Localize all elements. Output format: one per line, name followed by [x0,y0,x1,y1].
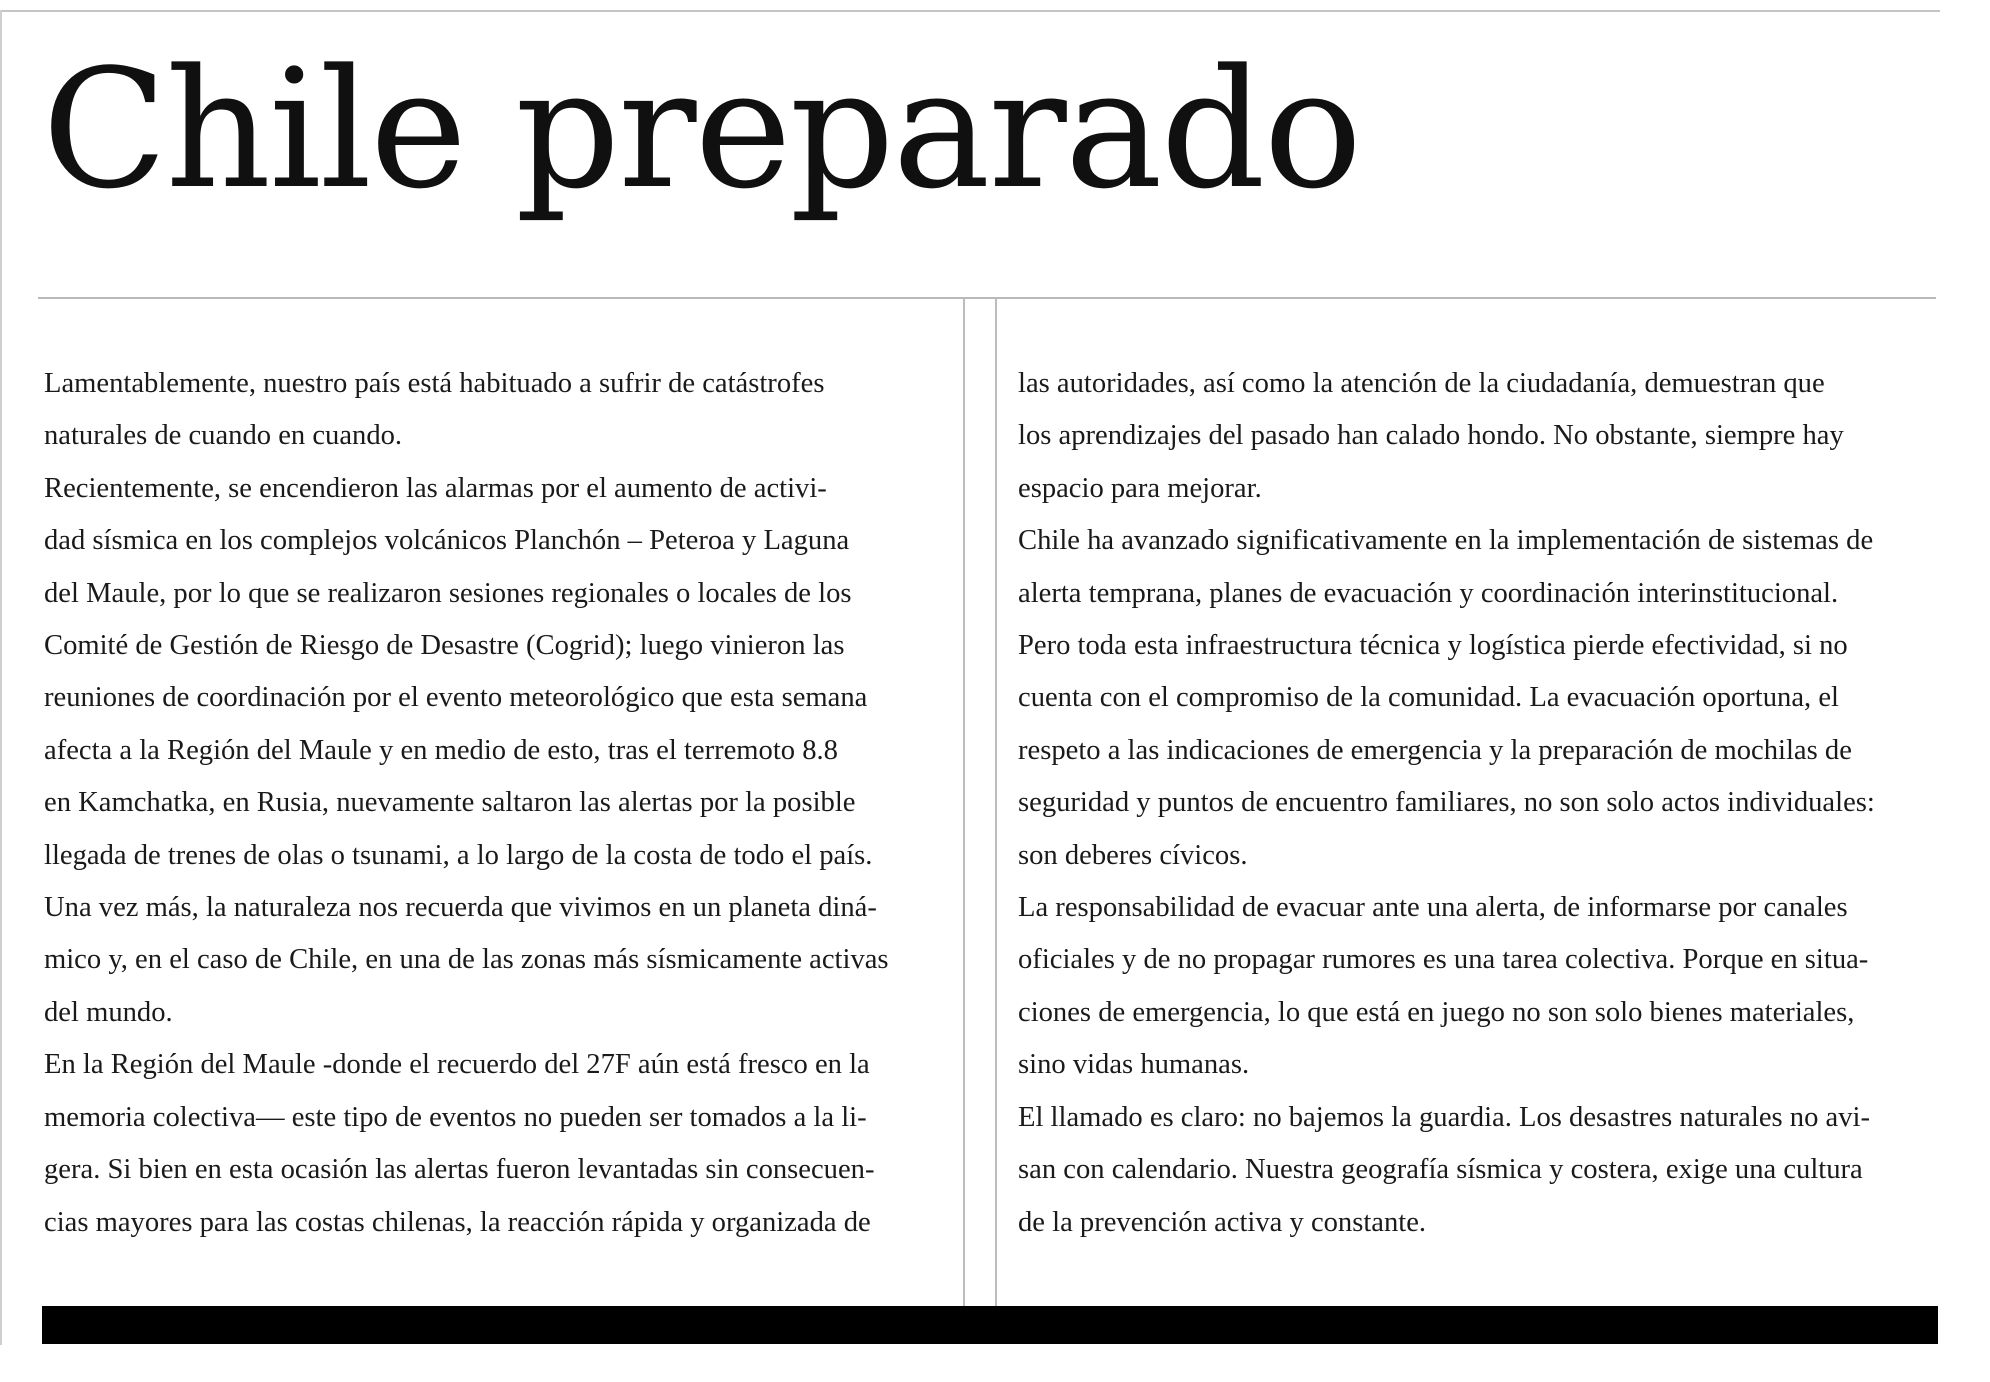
left-column [44,358,944,1249]
text-line: El llamado es claro: no bajemos la guardia. Los desastres naturales no avi- [1018,1101,1870,1133]
text-line: Pero toda esta infraestructura técnica y logística pierde efectividad, si no [1018,630,1848,662]
text-line: cuenta con el compromiso de la comunidad. La evacuación oportuna, el [1018,682,1839,714]
text-line: de la prevención activa y constante. [1018,1206,1427,1238]
text-line: sino vidas humanas. [1018,1049,1250,1081]
text-line: en Kamchatka, en Rusia, nuevamente saltaron las alertas por la posible [44,787,856,819]
top-border-rule [0,10,1940,12]
text-line: Lamentablemente, nuestro país está habituado a sufrir de catástrofes [44,368,825,399]
text-line: del mundo. [44,996,173,1028]
text-line: mico y, en el caso de Chile, en una de las zonas más sísmicamente activas [44,944,889,976]
text-line: Una vez más, la naturaleza nos recuerda que vivimos en un planeta diná- [44,892,877,924]
text-line: seguridad y puntos de encuentro familiares, no son solo actos individuales: [1018,787,1875,819]
text-line: san con calendario. Nuestra geografía sísmica y costera, exige una cultura [1018,1154,1863,1186]
text-line: llegada de trenes de olas o tsunami, a lo largo de la costa de todo el país. [44,839,873,871]
text-line: Recientemente, se encendieron las alarmas por el aumento de activi- [44,472,827,504]
text-line: espacio para mejorar. [1018,472,1262,504]
text-line: naturales de cuando en cuando. [44,420,403,452]
text-line: afecta a la Región del Maule y en medio de esto, tras el terremoto 8.8 [44,734,838,766]
headline-divider [38,297,1936,299]
right-column [1018,358,1938,1249]
headline: Chile preparado [42,34,1361,225]
text-line: Chile ha avanzado significativamente en la implementación de sistemas de [1018,525,1874,557]
text-line: las autoridades, así como la atención de la ciudadanía, demuestran que [1018,368,1825,399]
text-line: son deberes cívicos. [1018,839,1248,871]
text-line: cias mayores para las costas chilenas, la reacción rápida y organizada de [44,1206,871,1238]
text-line: memoria colectiva— este tipo de eventos no pueden ser tomados a la li- [44,1101,867,1133]
left-border-rule [0,10,2,1345]
footer-bar [42,1306,1938,1344]
column-divider-right [995,298,997,1310]
text-line: del Maule, por lo que se realizaron sesiones regionales o locales de los [44,577,852,609]
text-line: respeto a las indicaciones de emergencia y la preparación de mochilas de [1018,734,1852,766]
text-line: dad sísmica en los complejos volcánicos Planchón – Peteroa y Laguna [44,525,850,557]
text-line: Comité de Gestión de Riesgo de Desastre (Cogrid); luego vinieron las [44,630,845,662]
text-line: En la Región del Maule -donde el recuerdo del 27F aún está fresco en la [44,1049,870,1081]
text-line: alerta temprana, planes de evacuación y coordinación interinstitucional. [1018,577,1839,609]
column-divider-left [963,298,965,1310]
text-line: oficiales y de no propagar rumores es una tarea colectiva. Porque en situa- [1018,944,1869,976]
text-line: La responsabilidad de evacuar ante una alerta, de informarse por canales [1018,892,1848,924]
text-line: ciones de emergencia, lo que está en juego no son solo bienes materiales, [1018,996,1855,1028]
text-line: reuniones de coordinación por el evento meteorológico que esta semana [44,682,868,714]
text-line: los aprendizajes del pasado han calado hondo. No obstante, siempre hay [1018,420,1844,452]
text-line: gera. Si bien en esta ocasión las alertas fueron levantadas sin consecuen- [44,1154,875,1186]
